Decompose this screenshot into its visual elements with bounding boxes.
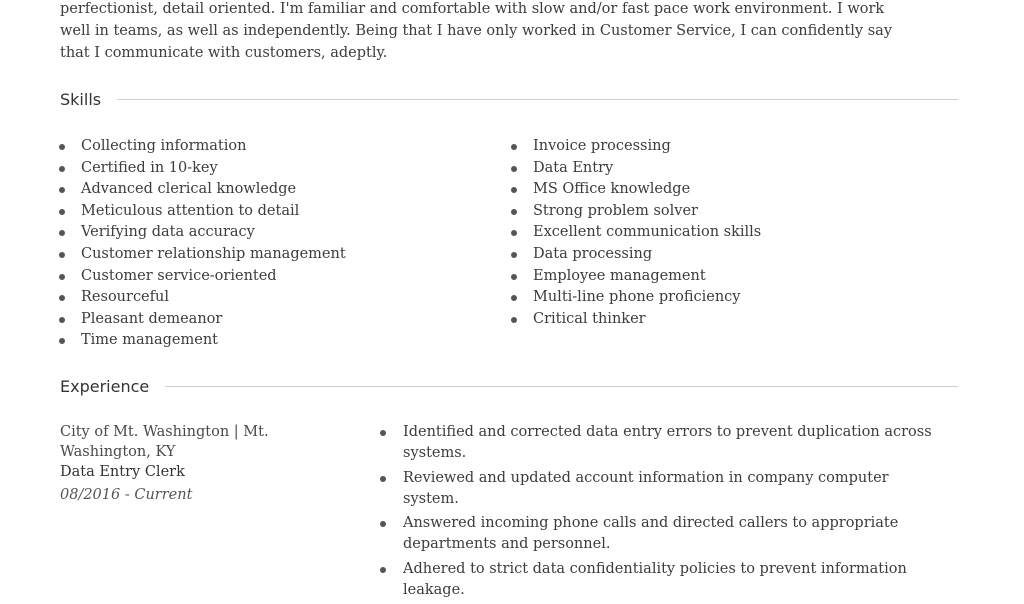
skill-item [511, 179, 761, 201]
skill-label: Data Entry [533, 159, 614, 176]
skill-item [59, 179, 346, 201]
skills-section-header [60, 90, 958, 109]
skill-item [59, 330, 346, 352]
skill-item [59, 309, 346, 331]
section-divider [165, 386, 958, 387]
bullet-icon [511, 295, 517, 301]
professional-summary [60, 0, 960, 64]
skill-label: Invoice processing [533, 138, 671, 154]
bullet-icon [511, 209, 517, 215]
skill-label: Verifying data accuracy [81, 224, 255, 241]
bullet-icon [380, 567, 386, 573]
bullet-icon [511, 166, 517, 172]
bullet-icon [380, 476, 386, 482]
skill-label: Multi-line phone proficiency [533, 289, 741, 306]
duty-item [380, 513, 940, 555]
bullet-icon [380, 521, 386, 527]
bullet-icon [59, 338, 65, 344]
skill-item [59, 266, 346, 288]
skill-label: Collecting information [81, 138, 247, 154]
skill-label: Data processing [533, 245, 653, 262]
skill-label: Customer relationship management [81, 245, 346, 262]
skill-label: Excellent communication skills [533, 224, 762, 241]
skill-item [59, 287, 346, 309]
skill-label: MS Office knowledge [533, 181, 691, 198]
bullet-icon [511, 274, 517, 280]
skill-item [511, 244, 761, 266]
skill-item [59, 158, 346, 180]
skill-item [511, 266, 761, 288]
skill-label: Certified in 10-key [81, 159, 218, 176]
skill-item [59, 222, 346, 244]
experience-heading: Experience [60, 377, 150, 396]
skill-item [59, 244, 346, 266]
duty-item [380, 422, 940, 464]
skills-list-left [59, 136, 346, 352]
duty-item [380, 559, 940, 601]
experience-section-header [60, 377, 958, 396]
skill-item [59, 201, 346, 223]
duty-text: Answered incoming phone calls and directed callers to appropriate departments and personnel. [403, 515, 899, 552]
skill-item [511, 201, 761, 223]
skill-label: Advanced clerical knowledge [81, 181, 297, 198]
job-title: Data Entry Clerk [60, 464, 185, 480]
bullet-icon [511, 252, 517, 258]
duty-text: Reviewed and updated account information in company computer system. [403, 469, 889, 507]
section-divider [117, 99, 958, 100]
skill-item [511, 287, 761, 309]
job-duties-list [380, 422, 940, 604]
skill-item [511, 309, 761, 331]
job-meta [60, 422, 300, 505]
skill-label: Employee management [533, 267, 706, 284]
skill-label: Meticulous attention to detail [81, 202, 300, 219]
bullet-icon [59, 187, 65, 193]
summary-line: perfectionist, detail oriented. I'm familiar and comfortable with slow and/or fast pace work environment. I work [60, 1, 885, 17]
skill-item [59, 136, 346, 158]
bullet-icon [59, 295, 65, 301]
bullet-icon [511, 187, 517, 193]
bullet-icon [59, 252, 65, 258]
summary-line: that I communicate with customers, adeptly. [60, 45, 388, 61]
skill-item [511, 222, 761, 244]
job-company: City of Mt. Washington | Mt. Washington, KY [60, 424, 269, 460]
bullet-icon [59, 209, 65, 215]
skill-label: Resourceful [81, 289, 169, 306]
skill-item [511, 158, 761, 180]
duty-text: Identified and corrected data entry errors to prevent duplication across systems. [403, 424, 932, 461]
skill-label: Pleasant demeanor [81, 310, 223, 327]
skill-label: Customer service-oriented [81, 267, 277, 284]
bullet-icon [380, 430, 386, 436]
bullet-icon [59, 230, 65, 236]
bullet-icon [59, 144, 65, 150]
bullet-icon [511, 144, 517, 150]
bullet-icon [59, 317, 65, 323]
bullet-icon [511, 317, 517, 323]
bullet-icon [511, 230, 517, 236]
skill-label: Critical thinker [533, 310, 646, 327]
skills-heading: Skills [60, 90, 102, 109]
summary-line: well in teams, as well as independently. Being that I have only worked in Customer Service, I can confidently say [60, 23, 893, 39]
skills-list-right [511, 136, 761, 330]
duty-text: Adhered to strict data confidentiality policies to prevent information leakage. [403, 560, 907, 598]
skill-label: Time management [81, 332, 218, 349]
bullet-icon [59, 166, 65, 172]
job-dates: 08/2016 - Current [60, 487, 193, 503]
skill-item [511, 136, 761, 158]
duty-item [380, 468, 940, 510]
skill-label: Strong problem solver [533, 202, 698, 219]
bullet-icon [59, 274, 65, 280]
